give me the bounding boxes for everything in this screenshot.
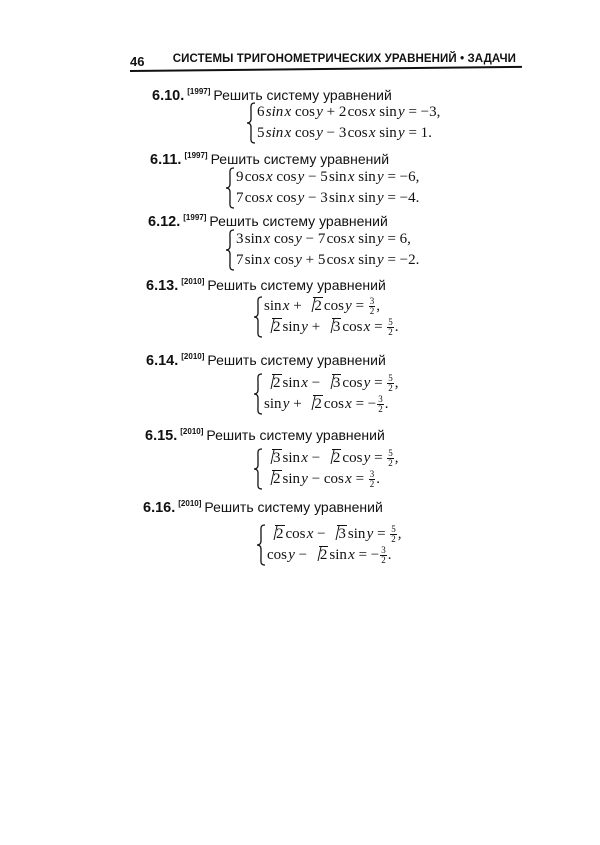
problem-year: [2010] bbox=[178, 499, 202, 508]
equation-1: sin x + 2 cos y = $\frac{3}{2}$ , bbox=[264, 296, 381, 317]
equation-2: 2 sin y − cos x = $\frac{3}{2}$ . bbox=[264, 469, 380, 490]
problem-6-11-heading bbox=[150, 146, 389, 166]
left-brace-icon bbox=[256, 524, 266, 566]
equation-1: 3 sin x − 2 cos y = $\frac{5}{2}$ , bbox=[264, 448, 399, 469]
problem-6-14-heading bbox=[146, 347, 386, 367]
problem-prompt: Решить систему уравнений bbox=[210, 151, 390, 167]
problem-prompt: Решить систему уравнений bbox=[207, 352, 386, 368]
problem-number: 6.10. bbox=[152, 88, 185, 104]
header-rule bbox=[130, 66, 522, 72]
problem-6-10-heading bbox=[152, 82, 392, 102]
equation-2: cos y − 2 sin x = − $\frac{3}{2}$ . bbox=[267, 545, 392, 566]
problem-number: 6.15. bbox=[145, 428, 178, 444]
problem-year: [1997] bbox=[183, 213, 207, 222]
problem-6-15-heading bbox=[145, 422, 385, 442]
equation-1: 3 sin x cos y − 7 cos x sin y = 6, bbox=[236, 231, 411, 247]
problem-year: [2010] bbox=[181, 277, 205, 286]
problem-6-16-heading bbox=[143, 494, 383, 514]
left-brace-icon bbox=[253, 373, 263, 415]
system-6-14 bbox=[253, 373, 443, 415]
equation-2: 7 cos x cos y − 3 sin x sin y = −4. bbox=[236, 190, 420, 206]
problem-year: [2010] bbox=[181, 352, 205, 361]
problem-year: [2010] bbox=[180, 427, 204, 436]
equation-2: sin y + 2 cos x = − $\frac{3}{2}$ . bbox=[264, 394, 389, 415]
left-brace-icon bbox=[246, 102, 256, 144]
equation-2: 7 sin x cos y + 5 cos x sin y = −2. bbox=[236, 252, 420, 268]
equation-1: 2 cos x − 3 sin y = $\frac{5}{2}$ , bbox=[267, 524, 402, 545]
problem-year: [1997] bbox=[187, 87, 211, 96]
problem-prompt: Решить систему уравнений bbox=[206, 427, 385, 443]
system-6-16 bbox=[256, 524, 446, 566]
system-6-12 bbox=[225, 229, 465, 271]
system-6-13 bbox=[253, 296, 443, 338]
problem-6-12-heading bbox=[148, 208, 388, 228]
left-brace-icon bbox=[225, 229, 235, 271]
problem-prompt: Решить систему уравнений bbox=[213, 87, 392, 103]
equation-2: 5 sin x cos y − 3 cos x sin y = 1. bbox=[257, 125, 432, 141]
problem-year: [1997] bbox=[184, 151, 208, 160]
left-brace-icon bbox=[225, 167, 235, 209]
equation-1: 2 sin x − 3 cos y = $\frac{5}{2}$ , bbox=[264, 373, 399, 394]
left-brace-icon bbox=[253, 448, 263, 490]
problem-6-13-heading bbox=[146, 272, 386, 292]
system-6-15 bbox=[253, 448, 443, 490]
left-brace-icon bbox=[253, 296, 263, 338]
problem-prompt: Решить систему уравнений bbox=[207, 277, 386, 293]
running-header bbox=[130, 50, 522, 72]
equation-2: 2 sin y + 3 cos x = $\frac{5}{2}$ . bbox=[264, 317, 399, 338]
problem-prompt: Решить систему уравнений bbox=[209, 213, 388, 229]
problem-number: 6.14. bbox=[146, 353, 179, 369]
problem-number: 6.12. bbox=[148, 214, 181, 230]
equation-1: 9 cos x cos y − 5 sin x sin y = −6, bbox=[236, 169, 420, 185]
equation-1: 6 sin x cos y + 2 cos x sin y = −3, bbox=[257, 104, 441, 120]
problem-number: 6.13. bbox=[146, 278, 179, 294]
problem-number: 6.11. bbox=[150, 152, 182, 168]
system-6-10 bbox=[246, 102, 486, 144]
problem-number: 6.16. bbox=[143, 500, 176, 516]
system-6-11 bbox=[225, 167, 465, 209]
problem-prompt: Решить систему уравнений bbox=[204, 499, 383, 515]
page-number: 46 bbox=[130, 54, 145, 69]
running-title: СИСТЕМЫ ТРИГОНОМЕТРИЧЕСКИХ УРАВНЕНИЙ • ЗАДАЧИ bbox=[172, 53, 516, 65]
